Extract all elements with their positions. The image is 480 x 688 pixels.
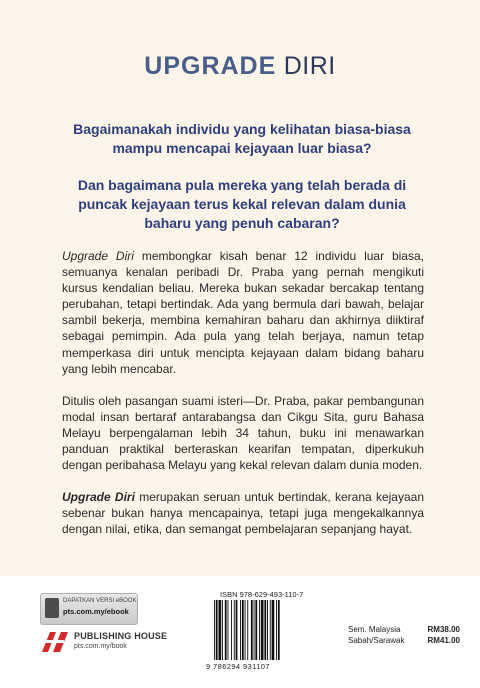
- paragraph-3-text: merupakan seruan untuk bertindak, kerana kejayaan sebenar bukan hanya mencapainya, tetapi juga mengekalkannya dengan nilai, etika, dan semangat pembelajaran sepanjang hayat.: [62, 490, 424, 537]
- paragraph-3: [62, 489, 424, 537]
- price-row: [348, 635, 460, 646]
- paragraph-1-text: membongkar kisah benar 12 individu luar biasa, semuanya kenalan peribadi Dr. Praba yang pernah mengikuti kursus kendalian beliau. Mereka bukan sekadar bercakap tentang perubahan, tetapi bertindak. Ada yang bermula dari bawah, belajar sambil bekerja, membina kemahiran baharu dan akhirnya diiktiraf sebagai pemimpin. Ada pula yang telah berjaya, namun tetap memperkasa diri untuk mencipta kejayaan dalam bidang baharu yang lebih mencabar.: [62, 249, 424, 376]
- paragraph-1-title: Upgrade Diri: [62, 249, 134, 263]
- question-2: Dan bagaimana pula mereka yang telah berada di puncak kejayaan terus kekal relevan dalam dunia baharu yang penuh cabaran?: [77, 177, 407, 231]
- price-amount: RM41.00: [427, 636, 460, 645]
- ebook-badge: [40, 593, 138, 625]
- price-table: [348, 624, 460, 646]
- price-amount: RM38.00: [427, 625, 460, 634]
- book-title: [0, 52, 480, 81]
- price-region: Sabah/Sarawak: [348, 636, 405, 645]
- title-diri: DIRI: [283, 52, 336, 80]
- barcode-digits: 9 786294 931107: [206, 662, 270, 671]
- publisher-name: PUBLISHING HOUSE: [74, 631, 168, 641]
- price-region: Sem. Malaysia: [348, 625, 401, 634]
- ebook-badge-line1: DAPATKAN VERSI eBOOK: [63, 598, 137, 604]
- title-upgrade: UPGRADE: [144, 52, 277, 80]
- ebook-device-icon: [45, 598, 59, 618]
- ebook-badge-url: pts.com.my/ebook: [63, 607, 129, 616]
- isbn-barcode: [212, 600, 304, 662]
- question-1: Bagaimanakah individu yang kelihatan biasa-biasa mampu mencapai kejayaan luar biasa?: [73, 121, 411, 156]
- price-row: [348, 624, 460, 635]
- blurb-body: [62, 248, 424, 554]
- paragraph-3-title: Upgrade Diri: [62, 490, 135, 505]
- publisher-url: pts.com.my/book: [74, 643, 127, 650]
- paragraph-1: [62, 248, 424, 377]
- blurb-questions: [58, 120, 426, 251]
- isbn-label: ISBN 978-629-493-110-7: [220, 590, 304, 599]
- pts-logo-icon: [40, 628, 70, 654]
- paragraph-2: Ditulis oleh pasangan suami isteri—Dr. Praba, pakar pembangunan modal insan bertaraf antarabangsa dan Cikgu Sita, guru Bahasa Melayu berpengalaman lebih 34 tahun, buku ini menawarkan panduan praktikal berteraskan kearifan tempatan, diperkukuh dengan peribahasa Melayu yang kekal relevan dalam dunia moden.: [62, 393, 424, 473]
